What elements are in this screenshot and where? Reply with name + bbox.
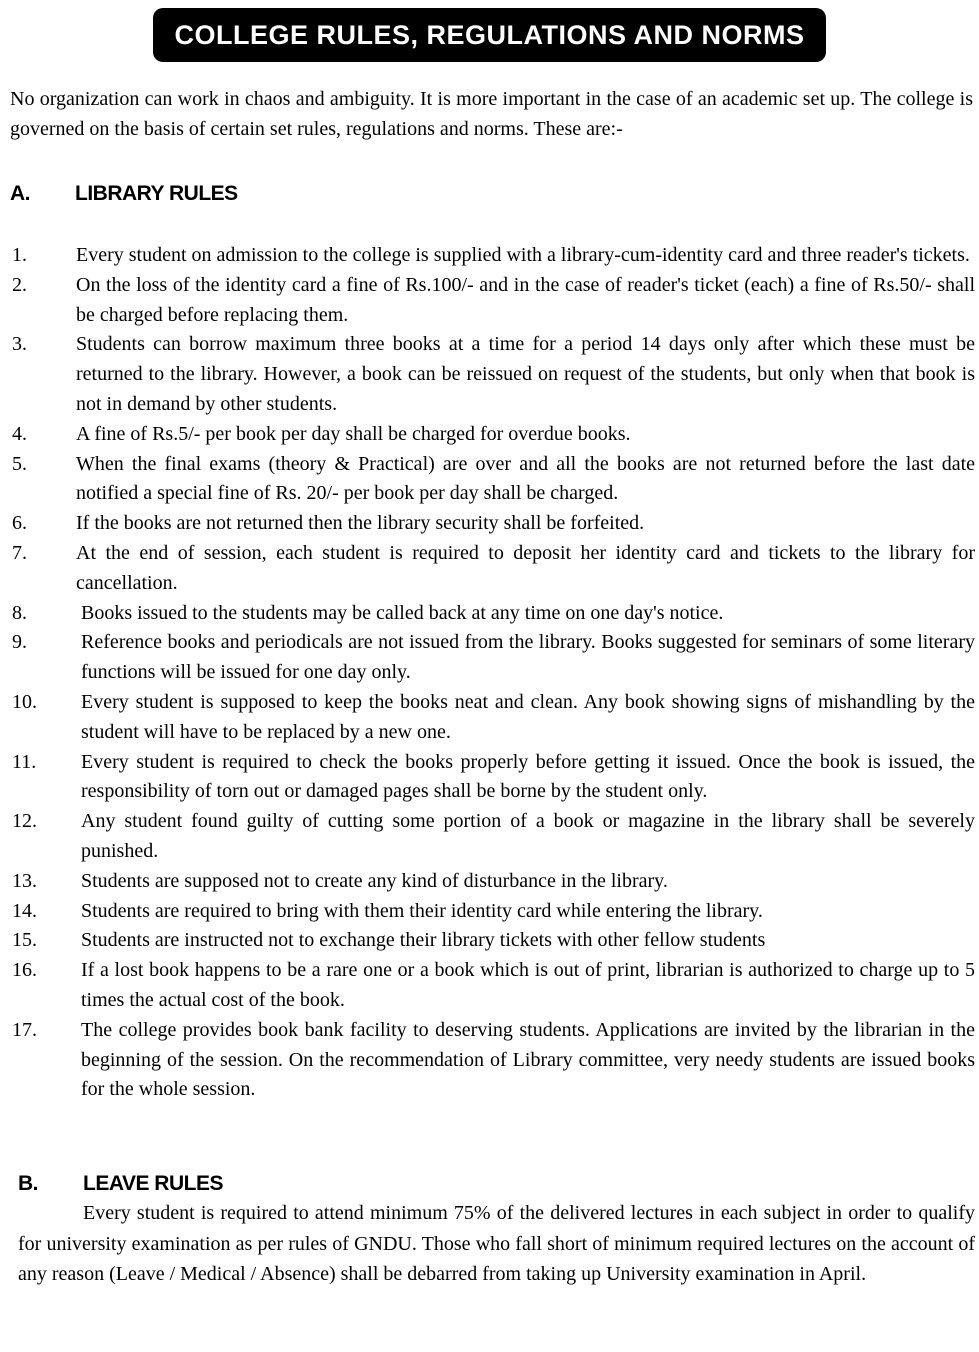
item-number: 9. [12,631,27,654]
list-item [12,271,975,331]
section-letter: B. [18,1172,38,1195]
item-text: If the books are not returned then the library security shall be forfeited. [76,512,645,535]
item-number: 17. [12,1018,37,1041]
section-letter: A. [10,182,30,205]
list-item [12,926,975,956]
item-number: 3. [12,333,27,356]
item-text: Students are required to bring with them their identity card while entering the library. [81,899,763,922]
item-number: 5. [12,452,27,475]
section-title: LEAVE RULES [83,1172,223,1195]
item-text: Students can borrow maximum three books at a time for a period 14 days only after which these must be returned to the library. However, a book can be reissued on request of the students, but only when that book is not in demand by other students. [76,333,975,415]
list-item [12,450,975,510]
item-text: Every student on admission to the college is supplied with a library-cum-identity card and three reader's tickets. [76,244,970,266]
list-item [12,420,975,450]
list-item [12,539,975,599]
list-item [12,688,975,748]
item-number: 11. [12,750,37,773]
item-text: Students are supposed not to create any kind of disturbance in the library. [81,869,668,892]
item-text: When the final exams (theory & Practical) are over and all the books are not returned before the last date notified a special fine of Rs. 20/- per book per day shall be charged. [76,452,975,505]
page-title: COLLEGE RULES, REGULATIONS AND NORMS [153,8,826,62]
list-item [12,897,975,927]
item-text: A fine of Rs.5/- per book per day shall be charged for overdue books. [76,422,631,445]
item-number: 15. [12,929,37,952]
list-item [12,867,975,897]
list-item [12,509,975,539]
list-item [12,956,975,1016]
item-text: Reference books and periodicals are not issued from the library. Books suggested for seminars of some literary functions will be issued for one day only. [81,631,975,684]
list-item [12,807,975,867]
list-item [12,748,975,808]
intro-paragraph: No organization can work in chaos and ambiguity. It is more important in the case of an academic set up. The college is governed on the basis of certain set rules, regulations and norms. These are:- [10,88,973,140]
item-text: Any student found guilty of cutting some portion of a book or magazine in the library shall be severely punished. [81,810,975,862]
item-number: 7. [12,541,27,564]
item-text: If a lost book happens to be a rare one or a book which is out of print, librarian is authorized to charge up to 5 times the actual cost of the book. [81,959,975,1011]
item-text: The college provides book bank facility to deserving students. Applications are invited by the librarian in the beginning of the session. On the recommendation of Library committee, very needy students are issued books for the whole session. [81,1018,975,1101]
item-number: 8. [12,601,27,624]
list-item [12,599,975,629]
item-number: 12. [12,810,37,833]
item-text: Every student is supposed to keep the books neat and clean. Any book showing signs of mishandling by the student will have to be replaced by a new one. [81,690,975,743]
item-text: Students are instructed not to exchange their library tickets with other fellow students [81,929,766,952]
item-text: Every student is required to check the books properly before getting it issued. Once the book is issued, the responsibility of torn out or damaged pages shall be borne by the student only. [81,750,975,803]
item-number: 2. [12,273,27,296]
item-number: 13. [12,869,37,892]
list-item [12,330,975,419]
list-item [12,241,975,271]
item-number: 14. [12,899,37,922]
list-item [12,1016,975,1105]
list-item [12,628,975,688]
item-text: On the loss of the identity card a fine of Rs.100/- and in the case of reader's ticket (each) a fine of Rs.50/- shall be charged before replacing them. [76,273,975,326]
item-number: 6. [12,512,27,535]
item-number: 10. [12,690,37,713]
leave-rules-paragraph: Every student is required to attend minimum 75% of the delivered lectures in each subject in order to qualify for university examination as per rules of GNDU. Those who fall short of minimum required lectures on the account of any reason (Leave / Medical / Absence) shall be debarred from taking up University examination in April. [18,1202,975,1285]
section-title: LIBRARY RULES [75,182,238,205]
library-rules-list [12,241,975,1105]
item-number: 4. [12,422,27,445]
item-number: 16. [12,959,37,982]
item-number: 1. [12,244,27,266]
item-text: Books issued to the students may be called back at any time on one day's notice. [81,601,724,624]
item-text: At the end of session, each student is required to deposit her identity card and tickets to the library for cancellation. [76,541,975,594]
